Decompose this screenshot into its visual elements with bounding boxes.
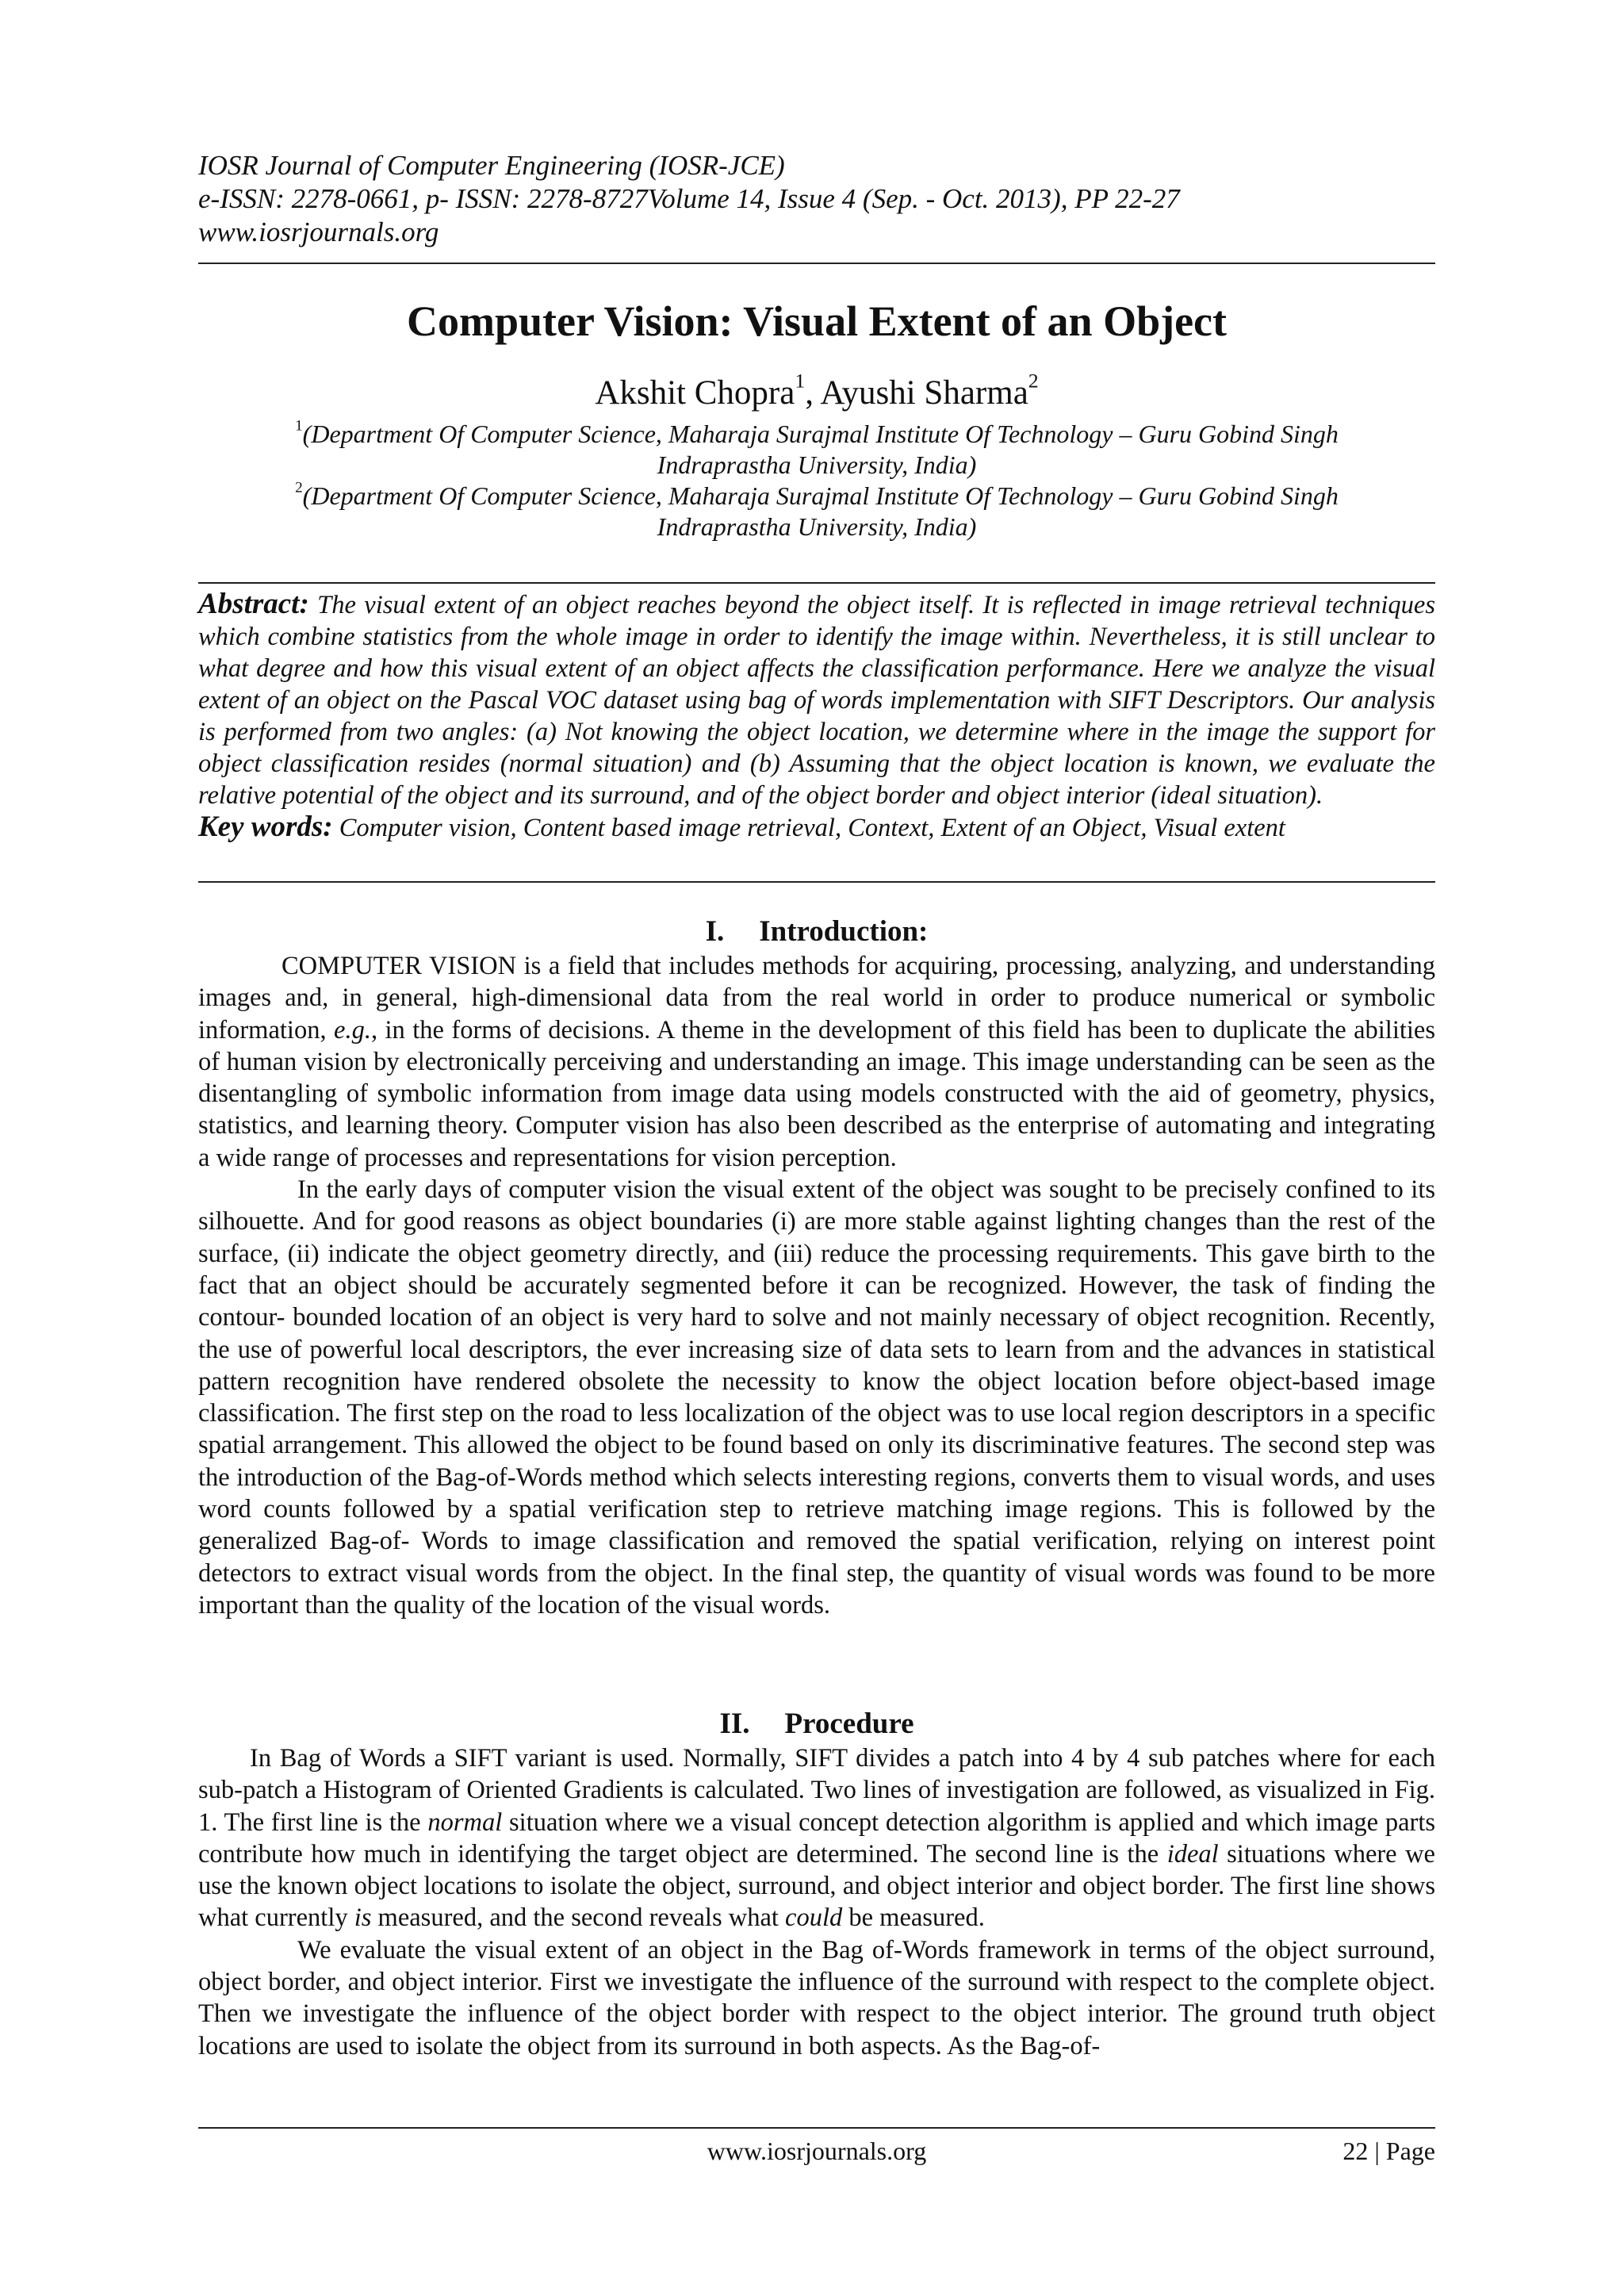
body-paragraph [198, 1742, 1435, 1934]
journal-issn: e-ISSN: 2278-0661, p- ISSN: 2278-8727Volume 14, Issue 4 (Sep. - Oct. 2013), PP 22-27 [198, 183, 1180, 214]
body-text: situations where we use the known object locations to isolate the object, surround, and object interior and object border. The first line shows what currently [198, 1839, 1435, 1933]
section-heading-procedure [198, 1707, 1435, 1742]
keywords-text: Computer vision, Content based image retrieval, Context, Extent of an Object, Visual extent [339, 814, 1285, 842]
section-number: I. [705, 915, 725, 948]
keywords-paragraph [198, 811, 1435, 844]
section-heading-introduction [198, 914, 1435, 949]
journal-name: IOSR Journal of Computer Engineering (IOSR-JCE) [198, 150, 785, 181]
journal-header [198, 149, 1435, 249]
abstract-paragraph [198, 588, 1435, 811]
affiliations [198, 419, 1435, 542]
paper-title: Computer Vision: Visual Extent of an Object [406, 297, 1228, 345]
affiliation-mark: 1 [295, 417, 303, 435]
footer-rule [198, 2127, 1435, 2129]
body-text: be measured. [842, 1903, 985, 1933]
section-number: II. [719, 1708, 750, 1740]
affiliation-text: (Department Of Computer Science, Maharaja Surajmal Institute Of Technology – Guru Gobind Singh [302, 481, 1339, 510]
author-affil-mark: 1 [795, 369, 806, 393]
author-separator: , [805, 374, 821, 412]
body-text-emphasis: ideal [1166, 1839, 1219, 1869]
section-title: Procedure [784, 1708, 914, 1740]
body-paragraph [198, 950, 1435, 1174]
body-text-emphasis: is [354, 1903, 372, 1933]
abstract-bottom-rule [198, 881, 1435, 883]
author-list [198, 369, 1435, 414]
body-paragraph: In the early days of computer vision the visual extent of the object was sought to be precisely confined to its silhouette. And for good reasons as object boundaries (i) are more stable against lighting changes than the rest of the surface, (ii) indicate the object geometry directly, and (iii) reduce the processing requirements. This gave birth to the fact that an object should be accurately segmented before it can be recognized. However, the task of finding the contour- bounded location of an object is very hard to solve and not mainly necessary of object recognition. Recently, the use of powerful local descriptors, the ever increasing size of data sets to learn from and the advances in statistical pattern recognition have rendered obsolete the necessity to know the object location before object-based image classification. The first step on the road to less localization of the object was to use local region descriptors in a specific spatial arrangement. This allowed the object to be found based on only its discriminative features. The second step was the introduction of the Bag-of-Words method which selects interesting regions, converts them to visual words, and uses word counts followed by a spatial verification step to retrieve matching image regions. This is followed by the generalized Bag-of- Words to image classification and removed the spatial verification, relying on interest point detectors to extract visual words from the object. In the final step, the quantity of visual words was found to be more important than the quality of the location of the visual words. [198, 1175, 1435, 1619]
page-number: 22 | Page [1342, 2137, 1435, 2165]
abstract-label: Abstract: [198, 588, 309, 620]
body-text: , in the forms of decisions. A theme in the development of this field has been to duplicate the abilities of human vision by electronically perceiving and understanding an image. This image understanding can be seen as the disentangling of symbolic information from image data using models constructed with the aid of geometry, physics, statistics, and learning theory. Computer vision has also been described as the enterprise of automating and integrating a wide range of processes and representations for vision perception. [198, 1015, 1435, 1172]
procedure-body [198, 1742, 1435, 2062]
author-affil-mark: 2 [1028, 369, 1039, 393]
footer-site: www.iosrjournals.org [707, 2137, 927, 2165]
journal-url: www.iosrjournals.org [198, 217, 439, 247]
body-text: situation where we a visual concept detection algorithm is applied and which image parts contribute how much in identifying the target object are determined. The second line is the [198, 1807, 1435, 1869]
affiliation-line [198, 419, 1435, 450]
affiliation-line: Indraprastha University, India) [657, 450, 977, 479]
author-name: Akshit Chopra [595, 374, 795, 412]
affiliation-text: (Department Of Computer Science, Maharaja Surajmal Institute Of Technology – Guru Gobind Singh [302, 420, 1339, 448]
body-text-emphasis: normal [427, 1807, 503, 1837]
body-text-emphasis: e.g. [334, 1015, 371, 1045]
header-rule [198, 263, 1435, 264]
body-text: measured, and the second reveals what [371, 1903, 786, 1933]
abstract-top-rule [198, 582, 1435, 584]
author-name: Ayushi Sharma [820, 374, 1028, 412]
affiliation-mark: 2 [295, 479, 303, 496]
body-text: In Bag of Words a SIFT variant is used. Normally, SIFT divides a patch into 4 by 4 sub patches where for each sub-patch a Histogram of Oriented Gradients is calculated. Two lines of investigation are followed, as visualized in Fig. 1. The first line is the [198, 1744, 1435, 1837]
abstract-block [198, 588, 1435, 844]
section-title: Introduction: [759, 915, 929, 948]
body-text-emphasis: could [785, 1903, 843, 1933]
affiliation-line [198, 481, 1435, 512]
introduction-body [198, 950, 1435, 1621]
abstract-text: The visual extent of an object reaches beyond the object itself. It is reflected in image retrieval techniques which combine statistics from the whole image in order to identify the image within. Nevertheless, it is still unclear to what degree and how this visual extent of an object affects the classification performance. Here we analyze the visual extent of an object on the Pascal VOC dataset using bag of words implementation with SIFT Descriptors. Our analysis is performed from two angles: (a) Not knowing the object location, we determine where in the image the support for object classification resides (normal situation) and (b) Assuming that the object location is known, we evaluate the relative potential of the object and its surround, and of the object border and object interior (ideal situation). [198, 591, 1436, 810]
body-text: COMPUTER VISION is a field that includes methods for acquiring, processing, analyzing, and understanding images and, in general, high-dimensional data from the real world in order to produce numerical or symbolic information, [198, 952, 1435, 1045]
keywords-label: Key words: [198, 811, 333, 843]
affiliation-line: Indraprastha University, India) [657, 512, 977, 541]
body-paragraph: We evaluate the visual extent of an object in the Bag of-Words framework in terms of the object surround, object border, and object interior. First we investigate the influence of the surround with respect to the complete object. Then we investigate the influence of the object border with respect to the object interior. The ground truth object locations are used to isolate the object from its surround in both aspects. As the Bag-of- [198, 1935, 1435, 2060]
